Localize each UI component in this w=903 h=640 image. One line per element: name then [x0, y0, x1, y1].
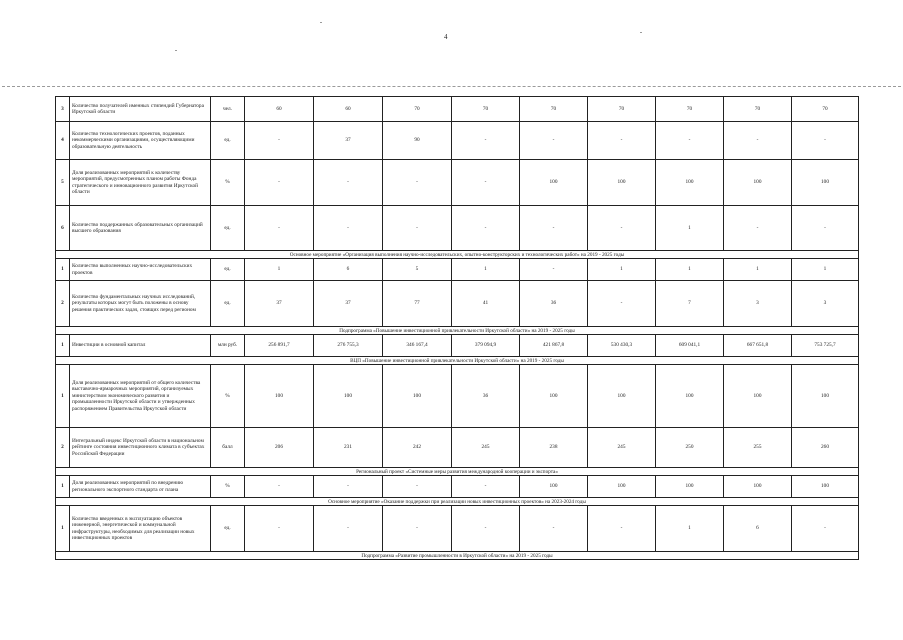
unit-cell: чел.	[211, 97, 245, 122]
value-cell: 256 891,7	[245, 335, 314, 357]
value-cell: -	[588, 206, 656, 251]
indicator-name: Количество получателей именных стипендий Губернатора Иркутской области	[70, 97, 211, 122]
value-cell: 100	[588, 476, 656, 498]
indicator-name: Количество поддержанных образовательных организаций высшего образования	[70, 206, 211, 251]
indicator-name: Доля реализованных мероприятий к количеству мероприятий, предусмотренных планом работы Фонда стратегического и инновационного развития Иркутской области	[70, 160, 211, 206]
value-cell: 60	[245, 97, 314, 122]
indicator-name: Количество введенных в эксплуатацию объектов инженерной, энергетической и коммунальной инфраструктуры, необходимых для реализации новых инвестиционных проектов	[70, 506, 211, 552]
value-cell: 100	[588, 160, 656, 206]
value-cell: 37	[314, 122, 383, 160]
value-cell: 70	[724, 97, 792, 122]
value-cell: 100	[792, 365, 859, 428]
value-cell: 260	[792, 428, 859, 468]
value-cell: 100	[245, 365, 314, 428]
value-cell: 37	[314, 281, 383, 327]
value-cell: 41	[452, 281, 520, 327]
section-title: Основное мероприятие «Оказание поддержки при реализации новых инвестиционных проектов» на 2023-2024 годы	[56, 498, 859, 506]
value-cell: 7	[656, 281, 724, 327]
indicator-name: Доля реализованных мероприятий от общего количества выставочно-ярмарочных мероприятий, организуемых министерством экономического развития и промышленности Иркутской области и утвержденных распоряжением Правительства Иркутской области	[70, 365, 211, 428]
value-cell: -	[314, 476, 383, 498]
table-row	[56, 335, 859, 357]
value-cell: -	[452, 506, 520, 552]
unit-cell: ед.	[211, 122, 245, 160]
value-cell: 90	[383, 122, 452, 160]
row-number: 2	[56, 428, 70, 468]
unit-cell: балл	[211, 428, 245, 468]
value-cell: -	[383, 506, 452, 552]
value-cell: -	[588, 281, 656, 327]
section-header-row	[56, 468, 859, 476]
table-row	[56, 506, 859, 552]
value-cell: 100	[314, 365, 383, 428]
value-cell: 421 867,8	[520, 335, 588, 357]
section-title: ВЦП «Повышение инвестиционной привлекательности Иркутской области» на 2019 - 2025 годы	[56, 357, 859, 365]
unit-cell: %	[211, 476, 245, 498]
table-body	[56, 97, 859, 560]
value-cell: -	[792, 506, 859, 552]
value-cell: 1	[656, 259, 724, 281]
value-cell: 100	[588, 365, 656, 428]
value-cell: 245	[452, 428, 520, 468]
value-cell: 100	[520, 160, 588, 206]
value-cell: 250	[656, 428, 724, 468]
value-cell: -	[520, 259, 588, 281]
value-cell: 77	[383, 281, 452, 327]
indicator-name: Интегральный индекс Иркутской области в национальном рейтинге состояния инвестиционного климата в субъектах Российской Федерации	[70, 428, 211, 468]
value-cell: 346 167,4	[383, 335, 452, 357]
value-cell: -	[245, 122, 314, 160]
value-cell: 70	[452, 97, 520, 122]
value-cell: -	[656, 122, 724, 160]
value-cell: 753 725,7	[792, 335, 859, 357]
value-cell: 37	[245, 281, 314, 327]
value-cell: 245	[588, 428, 656, 468]
value-cell: 1	[656, 506, 724, 552]
table-row	[56, 160, 859, 206]
value-cell: -	[245, 206, 314, 251]
value-cell: 1	[656, 206, 724, 251]
value-cell: -	[520, 506, 588, 552]
value-cell: 100	[656, 160, 724, 206]
value-cell: 379 094,9	[452, 335, 520, 357]
value-cell: 276 755,3	[314, 335, 383, 357]
table-row	[56, 365, 859, 428]
value-cell: 36	[452, 365, 520, 428]
section-header-row	[56, 552, 859, 560]
value-cell: 60	[314, 97, 383, 122]
table-row	[56, 206, 859, 251]
row-number: 6	[56, 206, 70, 251]
row-number: 1	[56, 476, 70, 498]
value-cell: 70	[588, 97, 656, 122]
section-header-row	[56, 357, 859, 365]
value-cell: 5	[383, 259, 452, 281]
indicator-name: Инвестиции в основной капитал	[70, 335, 211, 357]
value-cell: 1	[452, 259, 520, 281]
value-cell: -	[314, 506, 383, 552]
scan-speck	[175, 50, 177, 51]
value-cell: 242	[383, 428, 452, 468]
value-cell: -	[724, 122, 792, 160]
value-cell: -	[245, 506, 314, 552]
unit-cell: ед.	[211, 281, 245, 327]
table-row	[56, 97, 859, 122]
value-cell: 3	[792, 281, 859, 327]
value-cell: -	[383, 206, 452, 251]
scan-speck	[320, 22, 322, 23]
section-header-row	[56, 327, 859, 335]
value-cell: 1	[245, 259, 314, 281]
value-cell: 100	[383, 365, 452, 428]
value-cell: 100	[724, 160, 792, 206]
value-cell: -	[792, 206, 859, 251]
indicator-name: Количество фундаментальных научных исследований, результаты которых могут быть положены в основу решения практических задач, стоящих перед регионом	[70, 281, 211, 327]
section-header-row	[56, 498, 859, 506]
value-cell: 6	[314, 259, 383, 281]
unit-cell: ед.	[211, 259, 245, 281]
value-cell: 100	[656, 476, 724, 498]
value-cell: 100	[724, 365, 792, 428]
table-row	[56, 259, 859, 281]
value-cell: -	[452, 206, 520, 251]
indicator-name: Количество выполненных научно-исследовательских проектов	[70, 259, 211, 281]
value-cell: -	[452, 160, 520, 206]
row-number: 1	[56, 259, 70, 281]
table-row	[56, 122, 859, 160]
value-cell: 1	[588, 259, 656, 281]
value-cell: 3	[724, 281, 792, 327]
section-title: Региональный проект «Системные меры развития международной кооперации и экспорта»	[56, 468, 859, 476]
table-row	[56, 476, 859, 498]
row-number: 3	[56, 97, 70, 122]
scan-speck	[640, 32, 642, 33]
row-number: 5	[56, 160, 70, 206]
unit-cell: ед.	[211, 206, 245, 251]
value-cell: 70	[792, 97, 859, 122]
unit-cell: ед.	[211, 506, 245, 552]
section-title: Подпрограмма «Развитие промышленности в Иркутской области» на 2019 - 2025 годы	[56, 552, 859, 560]
section-header-row	[56, 251, 859, 259]
value-cell: 238	[520, 428, 588, 468]
row-number: 1	[56, 335, 70, 357]
value-cell: 206	[245, 428, 314, 468]
value-cell: -	[383, 476, 452, 498]
value-cell: 1	[724, 259, 792, 281]
indicator-name: Доля реализованных мероприятий по внедрению регионального экспортного стандарта от плана	[70, 476, 211, 498]
value-cell: 609 041,1	[656, 335, 724, 357]
page-number: 4	[444, 33, 448, 41]
value-cell: -	[383, 160, 452, 206]
unit-cell: %	[211, 160, 245, 206]
value-cell: -	[724, 206, 792, 251]
value-cell: 70	[656, 97, 724, 122]
indicators-table	[55, 96, 859, 560]
value-cell: 100	[724, 476, 792, 498]
value-cell: -	[588, 122, 656, 160]
value-cell: -	[314, 206, 383, 251]
top-divider	[2, 86, 901, 87]
section-title: Подпрограмма «Повышение инвестиционной привлекательности Иркутской области» на 2019 - 2025 годы	[56, 327, 859, 335]
value-cell: 100	[520, 365, 588, 428]
value-cell: 70	[383, 97, 452, 122]
value-cell: 100	[520, 476, 588, 498]
value-cell: 100	[792, 160, 859, 206]
value-cell: 1	[792, 259, 859, 281]
value-cell: -	[245, 476, 314, 498]
indicator-name: Количество технологических проектов, поданных некоммерческими организациями, осуществляющими образовательную деятельность	[70, 122, 211, 160]
value-cell: 70	[520, 97, 588, 122]
value-cell: 255	[724, 428, 792, 468]
value-cell: 36	[520, 281, 588, 327]
unit-cell: млн руб.	[211, 335, 245, 357]
unit-cell: %	[211, 365, 245, 428]
table-row	[56, 428, 859, 468]
row-number: 4	[56, 122, 70, 160]
value-cell: 667 651,8	[724, 335, 792, 357]
value-cell: 100	[792, 476, 859, 498]
value-cell: -	[520, 206, 588, 251]
value-cell: -	[520, 122, 588, 160]
value-cell: -	[314, 160, 383, 206]
value-cell: -	[588, 506, 656, 552]
value-cell: -	[245, 160, 314, 206]
value-cell: 100	[656, 365, 724, 428]
row-number: 1	[56, 365, 70, 428]
value-cell: 231	[314, 428, 383, 468]
row-number: 2	[56, 281, 70, 327]
value-cell: 6	[724, 506, 792, 552]
section-title: Основное мероприятие «Организация выполнения научно-исследовательских, опытно-конструкторских и технологических работ» на 2019 - 2025 годы	[56, 251, 859, 259]
table-row	[56, 281, 859, 327]
value-cell: -	[452, 476, 520, 498]
value-cell: 530 430,3	[588, 335, 656, 357]
value-cell: -	[792, 122, 859, 160]
value-cell: -	[452, 122, 520, 160]
row-number: 1	[56, 506, 70, 552]
